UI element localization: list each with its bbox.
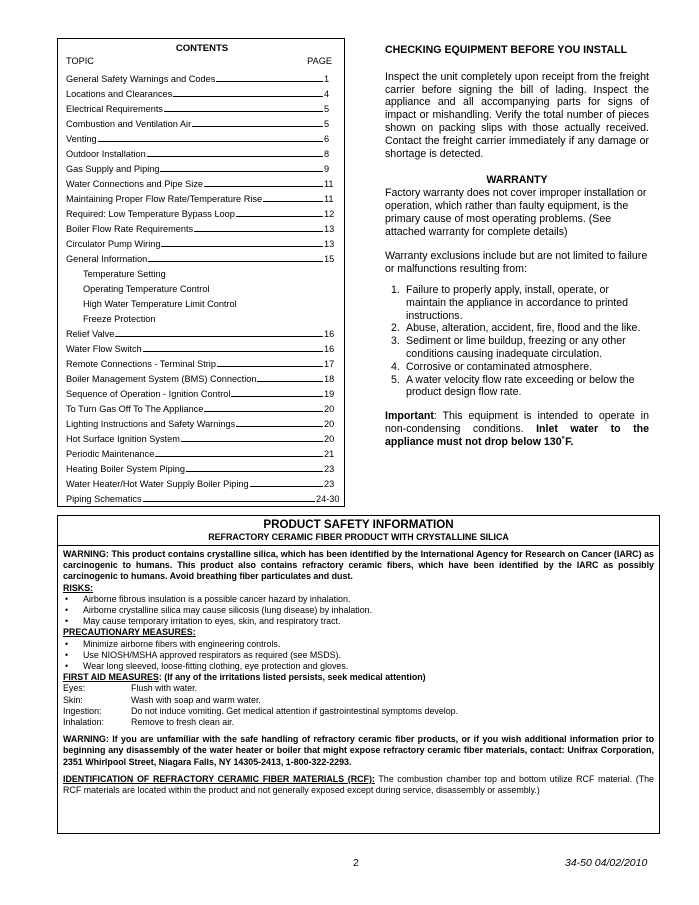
toc-entry-topic: Sequence of Operation - Ignition Control: [66, 389, 231, 399]
toc-leader-line: [204, 411, 323, 412]
toc-entry-page: 17: [324, 359, 335, 369]
toc-leader-line: [98, 141, 323, 142]
toc-entry: [66, 220, 338, 235]
bullet-icon: •: [65, 661, 69, 672]
toc-list: [66, 70, 338, 265]
toc-entry: [66, 130, 338, 145]
bullet-item: [63, 594, 654, 605]
risks-list: [63, 594, 654, 628]
toc-entry-page: 4: [324, 89, 330, 99]
toc-entry: [66, 160, 338, 175]
toc-entry-topic: Electrical Requirements: [66, 104, 164, 114]
first-aid-value: Flush with water.: [131, 683, 198, 694]
toc-leader-line: [216, 81, 323, 82]
precautions-list: [63, 639, 654, 673]
toc-entry-page: 20: [324, 434, 335, 444]
toc-entry-topic: Venting: [66, 134, 97, 144]
toc-leader-line: [192, 126, 323, 127]
first-aid-value: Wash with soap and warm water.: [131, 694, 261, 705]
exclusion-text: Abuse, alteration, accident, fire, flood and the like.: [406, 322, 641, 335]
exclusion-number: 4.: [391, 360, 400, 373]
toc-entry-topic: Boiler Management System (BMS) Connection: [66, 374, 257, 384]
psi-warning-2: WARNING: If you are unfamiliar with the safe handling of refractory ceramic fiber products, or if you wish additional information prior to beginning any disassembly of the water heater or boiler that might expose refractory ceramic fiber materials, contact: Unifrax Corporation, 2351 Whirlpool Street, Niagara Falls, NY 14305-2413, 1-800-322-2293.: [63, 734, 654, 767]
rcf-identification-label: IDENTIFICATION OF REFRACTORY CERAMIC FIBER MATERIALS (RCF):: [63, 773, 375, 784]
toc-entry-topic: Boiler Flow Rate Requirements: [66, 224, 194, 234]
bullet-text: Airborne crystalline silica may cause silicosis (lung disease) by inhalation.: [83, 605, 373, 616]
toc-leader-line: [194, 231, 323, 232]
toc-leader-line: [143, 501, 315, 502]
toc-entry-page: 16: [324, 329, 335, 339]
first-aid-heading: [63, 672, 654, 683]
toc-entry-topic: Maintaining Proper Flow Rate/Temperature Rise: [66, 194, 263, 204]
toc-entry-page: 18: [324, 374, 335, 384]
toc-entry: [66, 175, 338, 190]
toc-leader-line: [160, 171, 323, 172]
toc-leader-line: [263, 201, 323, 202]
toc-entry-page: 20: [324, 419, 335, 429]
page-number: 2: [353, 857, 359, 869]
first-aid-value: Remove to fresh clean air.: [131, 717, 235, 728]
right-column: [385, 44, 649, 497]
warranty-exclusion-item: [385, 335, 649, 361]
toc-sub-entry: Freeze Protection: [83, 314, 156, 324]
toc-entry-topic: Required: Low Temperature Bypass Loop: [66, 209, 235, 219]
first-aid-key: Skin:: [63, 694, 83, 705]
toc-entry-topic: Hot Surface Ignition System: [66, 434, 180, 444]
toc-leader-line: [257, 381, 323, 382]
toc-entry: [66, 430, 338, 445]
bullet-text: May cause temporary irritation to eyes, skin, and respiratory tract.: [83, 616, 341, 627]
warranty-exclusion-item: [385, 284, 649, 322]
psi-warning: [63, 549, 654, 583]
toc-entry-topic: Heating Boiler System Piping: [66, 464, 185, 474]
toc-entry-page: 5: [324, 104, 330, 114]
risks-label: RISKS:: [63, 582, 94, 593]
toc-entry: [66, 400, 338, 415]
toc-entry: [66, 190, 338, 205]
checking-body: Inspect the unit completely upon receipt from the freight carrier before signing the bill of lading. Inspect the appliance and all accompanying parts for signs of impact or mishandling. Verify the total number of pieces shown on packing slips with those actually received. Contact the freight carrier immediately if any damage or shortage is detected.: [385, 70, 649, 160]
first-aid-list: [63, 683, 654, 728]
bullet-icon: •: [65, 638, 69, 649]
toc-leader-line: [236, 426, 323, 427]
toc-leader-line: [236, 216, 323, 217]
psi-body: [58, 546, 659, 796]
warranty-exclusions-intro: Warranty exclusions include but are not limited to failure or malfunctions resulting from:: [385, 250, 648, 276]
toc-topic-header: TOPIC: [66, 56, 94, 66]
toc-leader-line: [217, 366, 323, 367]
toc-leader-line: [164, 111, 323, 112]
rcf-identification-text: The combustion chamber top and bottom utilize RCF material. (The RCF materials are located within the product and not generally exposed except during service, disassembly or assembly.): [63, 773, 654, 796]
toc-leader-line: [204, 186, 323, 187]
toc-entry: [66, 415, 338, 430]
toc-entry-page: 23: [324, 479, 335, 489]
toc-entry-page: 11: [324, 194, 334, 204]
bullet-text: Wear long sleeved, loose-fitting clothing, eye protection and gloves.: [83, 661, 349, 672]
toc-entry: [66, 370, 338, 385]
bullet-item: [63, 650, 654, 661]
first-aid-item: [63, 695, 654, 706]
psi-warning-label: WARNING: [63, 549, 106, 559]
first-aid-label: FIRST AID MEASURES: [63, 672, 159, 683]
toc-entry-topic: Water Connections and Pipe Size: [66, 179, 204, 189]
toc-sub-entry: High Water Temperature Limit Control: [83, 299, 237, 309]
psi-subtitle: REFRACTORY CERAMIC FIBER PRODUCT WITH CRYSTALLINE SILICA: [208, 532, 509, 542]
warranty-exclusions-list: [385, 284, 649, 399]
checking-heading: CHECKING EQUIPMENT BEFORE YOU INSTALL: [385, 44, 628, 56]
first-aid-value: Do not induce vomiting. Get medical attention if gastrointestinal symptoms develop.: [131, 705, 459, 716]
bullet-icon: •: [65, 649, 69, 660]
exclusion-text: A water velocity flow rate exceeding or below the product design flow rate.: [406, 373, 635, 399]
toc-entry-topic: Water Flow Switch: [66, 344, 142, 354]
toc-entry-topic: Circulator Pump Wiring: [66, 239, 161, 249]
toc-entry-page: 15: [324, 254, 335, 264]
exclusion-text: Failure to properly apply, install, operate, or maintain the appliance in accordance to printed instructions.: [406, 283, 629, 322]
exclusion-text: Sediment or lime buildup, freezing or any other conditions causing inadequate circulation.: [406, 335, 626, 360]
bullet-text: Minimize airborne fibers with engineering controls.: [83, 638, 281, 649]
toc-entry-topic: Periodic Maintenance: [66, 449, 155, 459]
bullet-item: [63, 639, 654, 650]
psi-warning-text: : This product contains crystalline silica, which has been identified by the International Agency for Research on Cancer (IARC) as carcinogenic to humans. This product also contains refractory ceramic fibers, which have been identified by the IARC as possibly carcinogenic to humans. Avoid breathing fiber particulates and dust.: [63, 549, 654, 582]
important-text: : This equipment is intended to operate in non-condensing conditions.: [385, 410, 649, 435]
first-aid-key: Inhalation:: [63, 717, 104, 728]
warranty-heading: WARRANTY: [486, 174, 548, 187]
important-bold-text: Inlet water to the appliance must not drop below 130˚F.: [385, 422, 649, 448]
bullet-icon: •: [65, 605, 69, 616]
toc-entry: [66, 205, 338, 220]
warranty-exclusion-item: [385, 374, 649, 400]
bullet-text: Airborne fibrous insulation is a possible cancer hazard by inhalation.: [83, 593, 351, 604]
first-aid-item: [63, 683, 654, 694]
toc-entry: [66, 490, 338, 505]
exclusion-number: 3.: [391, 335, 400, 348]
precautions-label: PRECAUTIONARY MEASURES:: [63, 627, 196, 638]
important-note: [385, 410, 649, 448]
bullet-text: Use NIOSH/MSHA approved respirators as required (see MSDS).: [83, 649, 341, 660]
toc-entry: [66, 70, 338, 85]
important-label: Important: [385, 410, 434, 423]
document-code: 34-50 04/02/2010: [565, 857, 648, 869]
toc-entry-topic: Locations and Clearances: [66, 89, 173, 99]
toc-entry-topic: Relief Valve: [66, 329, 115, 339]
exclusion-text: Corrosive or contaminated atmosphere.: [406, 360, 593, 373]
toc-entry-page: 11: [324, 179, 334, 189]
toc-leader-line: [147, 156, 323, 157]
toc-leader-line: [181, 441, 323, 442]
toc-entry-page: 23: [324, 464, 335, 474]
first-aid-note: : (If any of the irritations listed persists, seek medical attention): [158, 672, 426, 683]
toc-entry-page: 24-30: [316, 494, 340, 504]
product-safety-information: [57, 515, 660, 834]
toc-entry-page: 13: [324, 239, 335, 249]
exclusion-number: 2.: [391, 322, 400, 335]
toc-entry-topic: Gas Supply and Piping: [66, 164, 160, 174]
toc-entry: [66, 325, 338, 340]
toc-leader-line: [231, 396, 323, 397]
toc-entry: [66, 475, 338, 490]
toc-leader-line: [155, 456, 323, 457]
toc-list: [66, 325, 338, 505]
bullet-item: [63, 661, 654, 672]
toc-entry: [66, 445, 338, 460]
toc-entry-topic: Water Heater/Hot Water Supply Boiler Piping: [66, 479, 249, 489]
toc-entry-topic: Outdoor Installation: [66, 149, 146, 159]
toc-entry: [66, 145, 338, 160]
toc-entry-topic: Lighting Instructions and Safety Warnings: [66, 419, 236, 429]
toc-entry-topic: Remote Connections - Terminal Strip: [66, 359, 216, 369]
toc-entry-topic: Combustion and Ventilation Air: [66, 119, 192, 129]
toc-entry-topic: To Turn Gas Off To The Appliance: [66, 404, 204, 414]
toc-entry-page: 12: [324, 209, 335, 219]
toc-leader-line: [186, 471, 323, 472]
toc-entry-page: 6: [324, 134, 330, 144]
toc-entry-page: 16: [324, 344, 335, 354]
exclusion-number: 5.: [391, 373, 400, 386]
toc-title: CONTENTS: [175, 43, 229, 54]
toc-entry: [66, 85, 338, 100]
toc-entry-page: 20: [324, 404, 335, 414]
warranty-body: Factory warranty does not cover improper installation or operation, which rather than faulty equipment, is the primary cause of most operating problems. (See attached warranty for complete details): [385, 187, 647, 238]
warranty-exclusion-item: [385, 322, 649, 335]
bullet-icon: •: [65, 616, 69, 627]
bullet-item: [63, 616, 654, 627]
toc-entry-page: 8: [324, 149, 330, 159]
toc-page-header: PAGE: [307, 56, 332, 66]
rcf-identification: [63, 774, 654, 796]
toc-entry: [66, 340, 338, 355]
toc-entry-page: 9: [324, 164, 330, 174]
toc-entry: [66, 250, 338, 265]
toc-leader-line: [250, 486, 323, 487]
toc-entry-page: 5: [324, 119, 330, 129]
toc-entry-page: 21: [324, 449, 335, 459]
bullet-item: [63, 605, 654, 616]
psi-header: [58, 516, 659, 546]
toc-sub-entry: Temperature Setting: [83, 269, 166, 279]
first-aid-key: Ingestion:: [63, 705, 102, 716]
toc-entry: [66, 460, 338, 475]
toc-entry-topic: Piping Schematics: [66, 494, 142, 504]
toc-entry: [66, 355, 338, 370]
toc-sublist: [66, 265, 338, 325]
psi-title: PRODUCT SAFETY INFORMATION: [263, 518, 454, 531]
bullet-icon: •: [65, 593, 69, 604]
first-aid-item: [63, 706, 654, 717]
toc-entry: [66, 115, 338, 130]
toc-entry: [66, 385, 338, 400]
toc-leader-line: [161, 246, 323, 247]
toc-entry-page: 13: [324, 224, 335, 234]
table-of-contents: [57, 38, 345, 507]
first-aid-item: [63, 717, 654, 728]
toc-leader-line: [115, 336, 323, 337]
warranty-exclusion-item: [385, 361, 649, 374]
toc-entry: [66, 100, 338, 115]
toc-entry-topic: General Information: [66, 254, 148, 264]
toc-sub-entry: Operating Temperature Control: [83, 284, 210, 294]
exclusion-number: 1.: [391, 283, 400, 296]
toc-entry: [66, 235, 338, 250]
first-aid-key: Eyes:: [63, 683, 86, 694]
toc-entry-topic: General Safety Warnings and Codes: [66, 74, 216, 84]
toc-leader-line: [173, 96, 323, 97]
toc-leader-line: [143, 351, 323, 352]
toc-header: [66, 55, 338, 67]
right-column-clip: [385, 44, 649, 497]
toc-leader-line: [148, 261, 323, 262]
toc-entry-page: 1: [324, 74, 330, 84]
toc-entry-page: 19: [324, 389, 335, 399]
